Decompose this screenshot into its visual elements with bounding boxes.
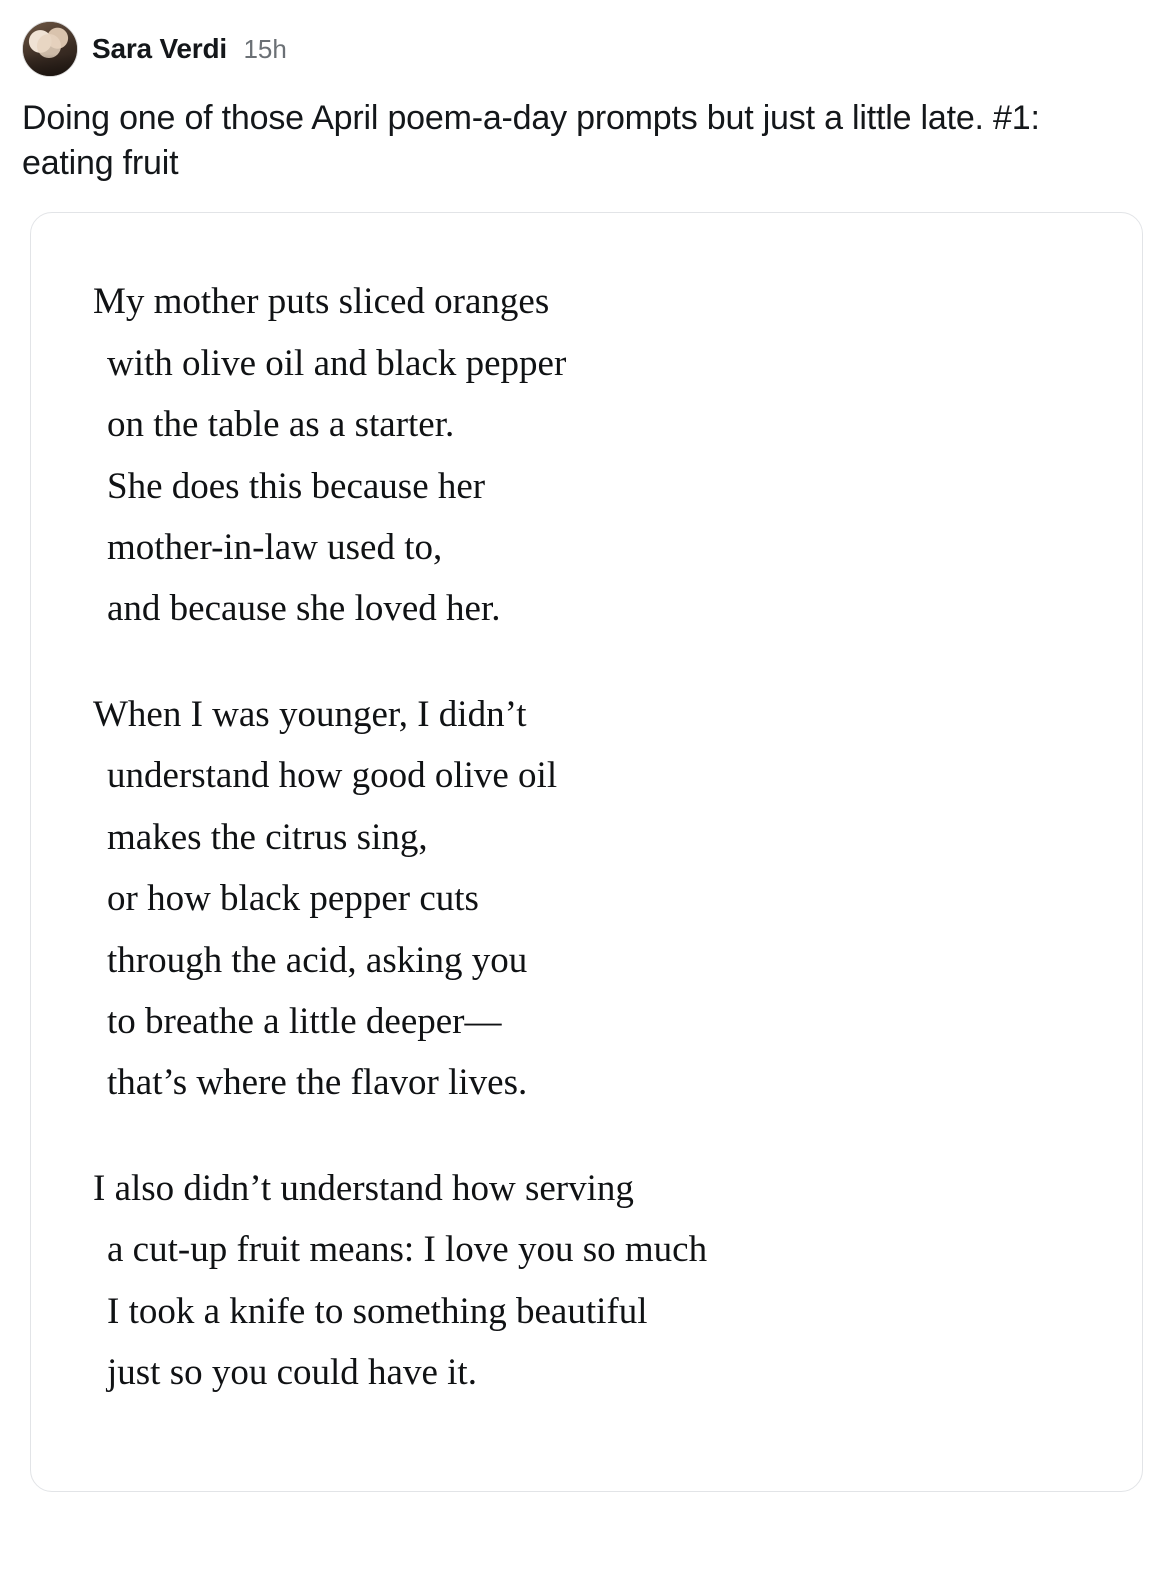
poem-line: My mother puts sliced oranges	[93, 281, 550, 323]
poem-stanza	[93, 1158, 1080, 1404]
poem-line: just so you could have it.	[107, 1351, 477, 1393]
poem-line: that’s where the flavor lives.	[107, 1062, 528, 1104]
post-text: Doing one of those April poem-a-day prompts but just a little late. #1: eating fruit	[22, 99, 1040, 183]
poem-line: mother-in-law used to,	[107, 527, 443, 569]
poem-line: to breathe a little deeper—	[107, 1000, 502, 1042]
post-header	[22, 18, 1151, 80]
poem-line: understand how good olive oil	[107, 755, 558, 797]
poem-stanza	[93, 271, 1080, 639]
poem-line: I also didn’t understand how serving	[93, 1167, 634, 1209]
poem-line: She does this because her	[107, 465, 486, 507]
poem-line: with olive oil and black pepper	[107, 342, 567, 384]
poem-stanza	[93, 684, 1080, 1114]
avatar[interactable]	[22, 21, 78, 77]
poem-card	[30, 212, 1143, 1492]
poem-line: I took a knife to something beautiful	[107, 1290, 648, 1332]
poem-line: on the table as a starter.	[107, 404, 455, 446]
poem-line: or how black pepper cuts	[107, 878, 479, 920]
poem-line: and because she loved her.	[107, 588, 501, 630]
poem-line: a cut-up fruit means: I love you so much	[107, 1229, 708, 1271]
post-timestamp: 15h	[243, 34, 287, 64]
poem-line: makes the citrus sing,	[107, 816, 428, 858]
poem-body	[93, 271, 1080, 1403]
author-name[interactable]: Sara Verdi	[92, 33, 227, 64]
avatar-shadow	[23, 54, 77, 76]
poem-line: When I was younger, I didn’t	[93, 693, 527, 735]
author-line	[92, 33, 287, 65]
poem-line: through the acid, asking you	[107, 939, 528, 981]
